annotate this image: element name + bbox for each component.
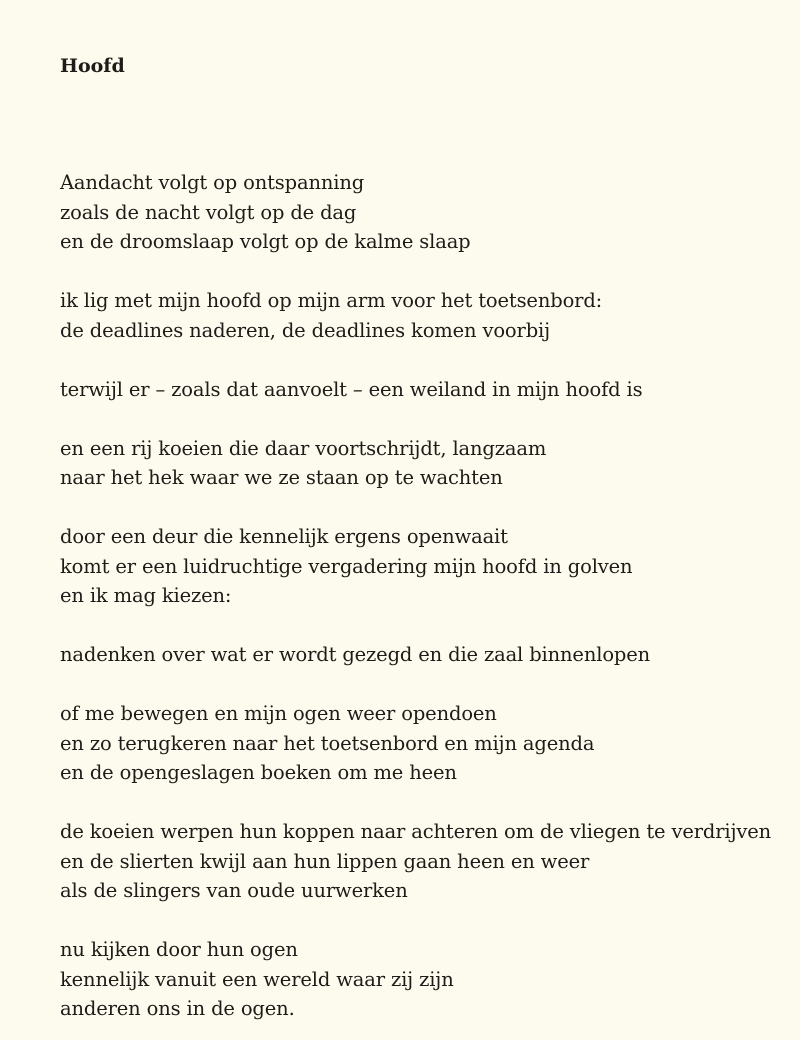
poem-line: nu kijken door hun ogen [60, 938, 298, 961]
poem-line: en zo terugkeren naar het toetsenbord en mijn agenda [60, 731, 595, 755]
stanza [60, 935, 790, 1024]
poem-line: de koeien werpen hun koppen naar achteren om de vliegen te verdrijven [60, 820, 772, 843]
poem-line: zoals de nacht volgt op de dag [60, 200, 357, 224]
poem-line: en de opengeslagen boeken om me heen [60, 761, 457, 784]
poem-line: ik lig met mijn hoofd op mijn arm voor het toetsenbord: [60, 289, 603, 312]
stanza [60, 640, 790, 670]
poem-line: kennelijk vanuit een wereld waar zij zijn [60, 967, 454, 991]
poem-line: de deadlines naderen, de deadlines komen voorbij [60, 318, 551, 342]
poem-line: terwijl er – zoals dat aanvoelt – een weiland in mijn hoofd is [60, 377, 643, 401]
stanza [60, 522, 790, 611]
stanza [60, 699, 790, 788]
poem-line: naar het hek waar we ze staan op te wachten [60, 466, 503, 489]
stanza [60, 375, 790, 405]
stanza [60, 817, 790, 906]
poem-line: Aandacht volgt op ontspanning [60, 171, 365, 194]
stanza [60, 168, 790, 257]
poem-line: door een deur die kennelijk ergens openwaait [60, 525, 508, 548]
poem-line: komt er een luidruchtige vergadering mijn hoofd in golven [60, 554, 633, 578]
poem-line: als de slingers van oude uurwerken [60, 879, 408, 902]
poem-line: en de droomslaap volgt op de kalme slaap [60, 230, 471, 253]
poem-body [60, 168, 790, 1040]
poem-line: anderen ons in de ogen. [60, 997, 295, 1020]
poem-line: en ik mag kiezen: [60, 584, 232, 607]
stanza [60, 286, 790, 345]
poem-title: Hoofd [60, 55, 125, 77]
poem-line: of me bewegen en mijn ogen weer opendoen [60, 702, 497, 725]
stanza [60, 434, 790, 493]
poem-line: en een rij koeien die daar voortschrijdt, langzaam [60, 436, 547, 460]
poem-line: en de slierten kwijl aan hun lippen gaan heen en weer [60, 849, 590, 873]
poem-line: nadenken over wat er wordt gezegd en die zaal binnenlopen [60, 643, 651, 666]
